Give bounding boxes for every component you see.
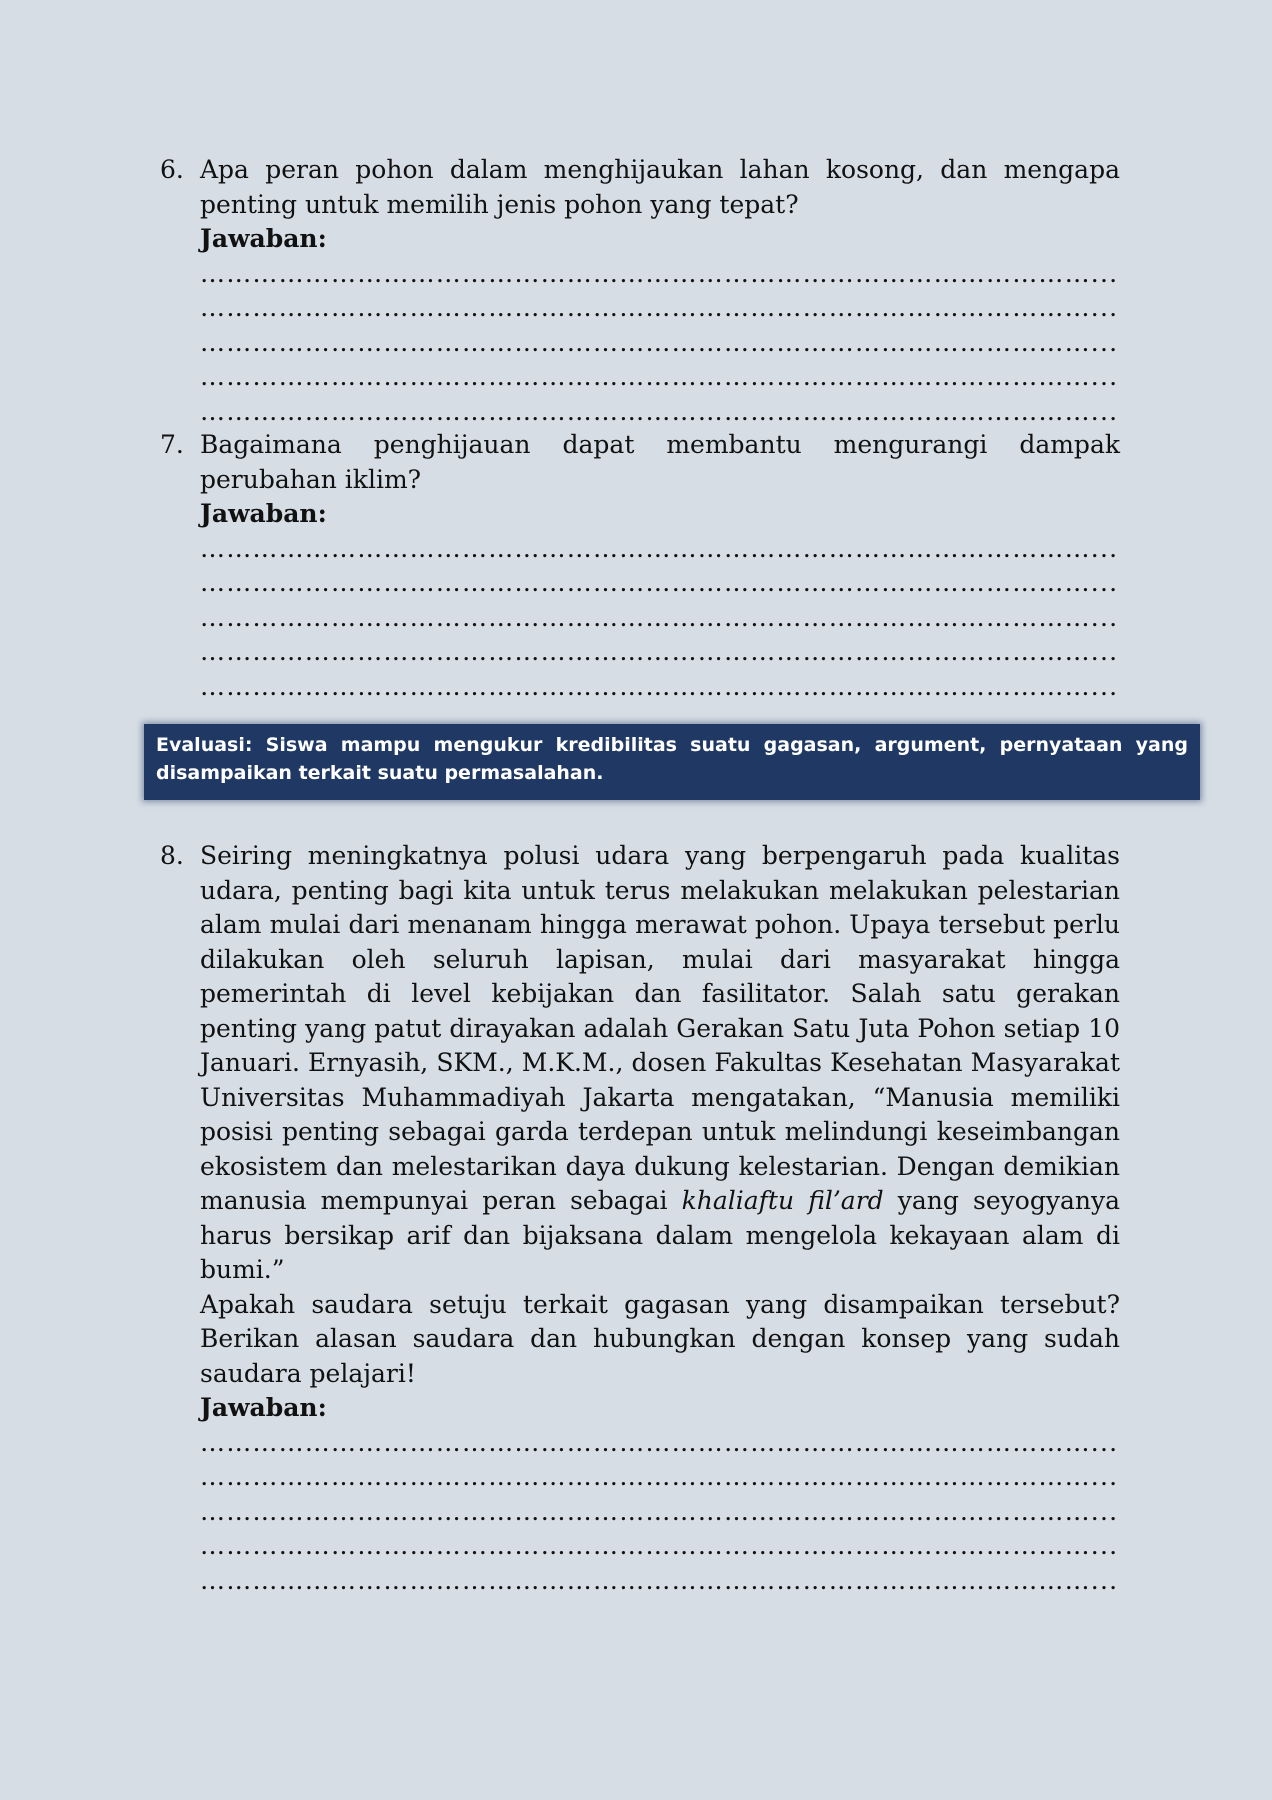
evaluation-banner	[144, 724, 1200, 800]
question-8	[160, 839, 1120, 1598]
question-number: 7.	[160, 430, 184, 459]
answer-label: Jawaban:	[200, 499, 327, 528]
answer-line[interactable]: …………………………………………………………………………………………...	[200, 533, 1119, 563]
answer-line[interactable]: …………………………………………………………………………………………...	[200, 1427, 1119, 1457]
answer-line[interactable]: …………………………………………………………………………………………...	[200, 258, 1119, 288]
answer-line[interactable]: …………………………………………………………………………………………...	[200, 1496, 1119, 1526]
question-number: 6.	[160, 155, 184, 184]
question-passage	[200, 839, 1120, 1288]
answer-label: Jawaban:	[200, 224, 327, 253]
answer-line[interactable]: …………………………………………………………………………………………...	[200, 1462, 1119, 1491]
answer-line[interactable]: …………………………………………………………………………………………...	[200, 602, 1119, 632]
question-6	[160, 153, 1120, 429]
passage-text-part1: Seiring meningkatnya polusi udara yang berpengaruh pada kualitas udara, penting bagi kita untuk terus melakukan melakukan pelestarian alam mulai dari menanam hingga merawat pohon. Upaya tersebut perlu dilakukan oleh seluruh lapisan, mulai dari masyarakat hingga pemerintah di level kebijakan dan fasilitator. Salah satu gerakan penting yang patut dirayakan adalah Gerakan Satu Juta Pohon setiap 10 Januari. Ernyasih, SKM., M.K.M., dosen Fakultas Kesehatan Masyarakat Universitas Muhammadiyah Jakarta mengatakan, “Manusia memiliki posisi penting sebagai garda terdepan untuk melindungi keseimbangan ekosistem dan melestarikan daya dukung kelestarian. Dengan demikian manusia mempunyai peran sebagai	[200, 841, 1120, 1215]
answer-line[interactable]: …………………………………………………………………………………………...	[200, 568, 1119, 597]
question-prompt: Apakah saudara setuju terkait gagasan yang disampaikan tersebut? Berikan alasan saudara dan hubungkan dengan konsep yang sudah saudara pelajari!	[200, 1289, 1120, 1388]
answer-line[interactable]: …………………………………………………………………………………………...	[200, 637, 1119, 666]
question-7	[160, 428, 1120, 704]
question-number: 8.	[160, 841, 184, 870]
passage-italic-term: khaliaftu fil’ard	[681, 1186, 884, 1215]
answer-line[interactable]: …………………………………………………………………………………………...	[200, 327, 1119, 357]
answer-line[interactable]: …………………………………………………………………………………………...	[200, 362, 1119, 391]
passage-text-part2: yang seyogyanya harus bersikap arif dan bijaksana dalam mengelola kekayaan alam di bumi.”	[200, 1186, 1120, 1284]
evaluation-banner-text: Evaluasi: Siswa mampu mengukur kredibilitas suatu gagasan, argument, pernyataan yang disampaikan terkait suatu permasalahan.	[156, 734, 1188, 784]
answer-line[interactable]: …………………………………………………………………………………………...	[200, 671, 1119, 701]
answer-line[interactable]: …………………………………………………………………………………………...	[200, 1565, 1119, 1595]
answer-line[interactable]: …………………………………………………………………………………………...	[200, 1531, 1119, 1560]
question-text: Apa peran pohon dalam menghijaukan lahan kosong, dan mengapa penting untuk memilih jenis pohon yang tepat?	[200, 155, 1120, 219]
answer-line[interactable]: …………………………………………………………………………………………...	[200, 396, 1119, 426]
question-text: Bagaimana penghijauan dapat membantu mengurangi dampak perubahan iklim?	[200, 430, 1120, 494]
answer-line[interactable]: …………………………………………………………………………………………...	[200, 293, 1119, 322]
answer-label: Jawaban:	[200, 1393, 327, 1422]
